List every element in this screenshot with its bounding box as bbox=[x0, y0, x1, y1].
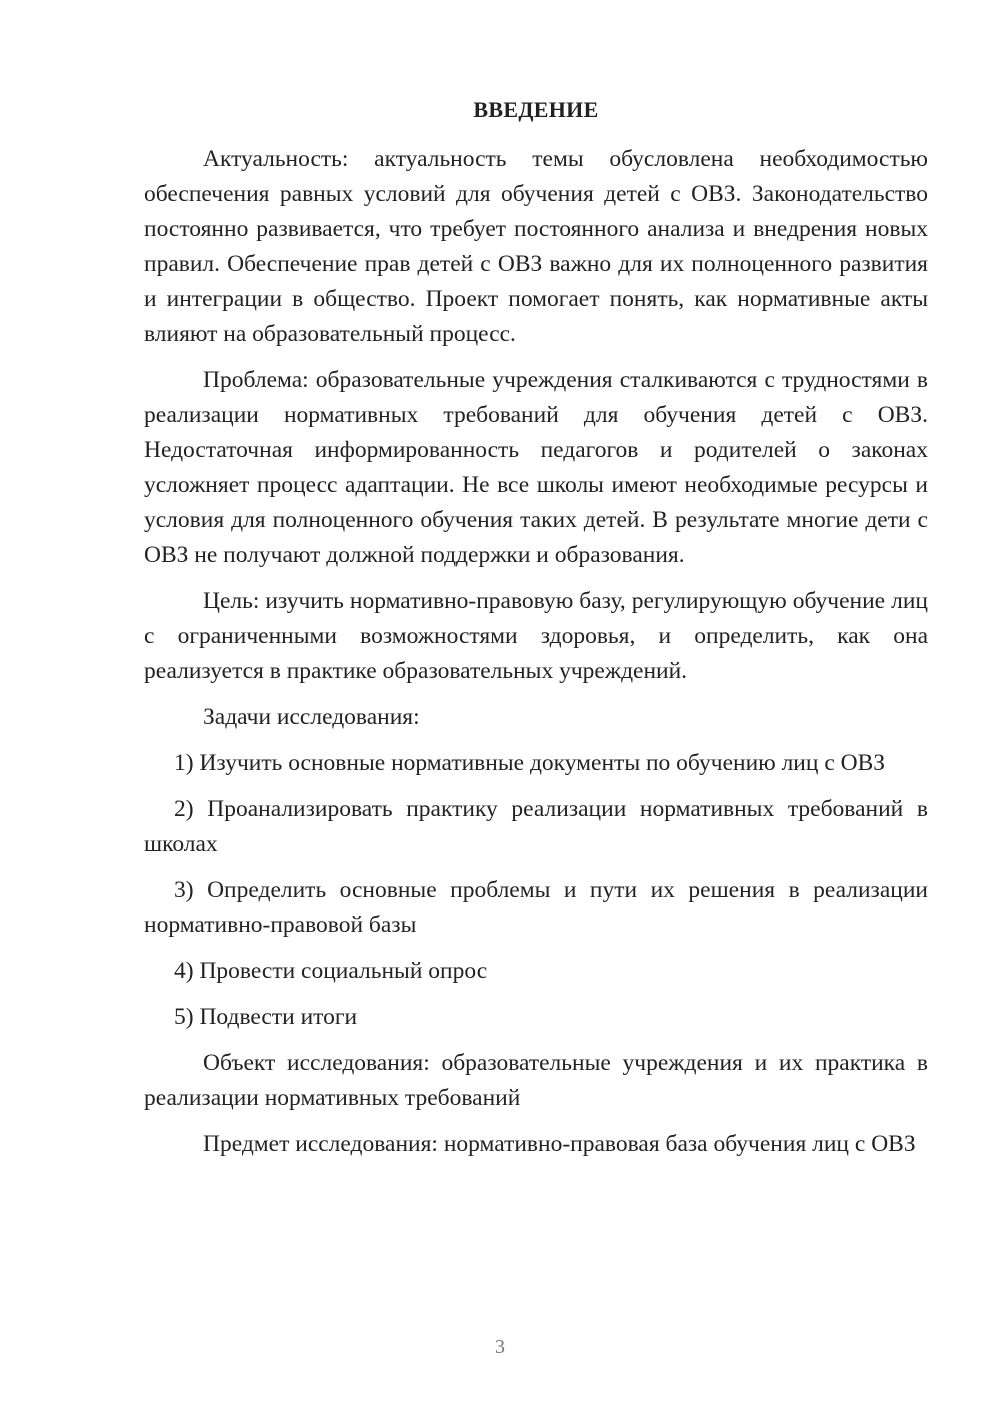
problem-paragraph: Проблема: образовательные учреждения сталкиваются с трудностями в реализации нормативных требований для обучения детей с ОВЗ. Недостаточная информированность педагогов и родителей о законах усложняет процесс адаптации. Не все школы имеют необходимые ресурсы и условия для полноценного обучения таких детей. В результате многие дети с ОВЗ не получают должной поддержки и образования. bbox=[144, 367, 928, 568]
object-paragraph: Объект исследования: образовательные учреждения и их практика в реализации нормативных требований bbox=[144, 1050, 928, 1111]
goal-paragraph: Цель: изучить нормативно-правовую базу, регулирующую обучение лиц с ограниченными возможностями здоровья, и определить, как она реализуется в практике образовательных учреждений. bbox=[144, 588, 928, 684]
list-item: 5) Подвести итоги bbox=[174, 1004, 358, 1030]
list-item: 3) Определить основные проблемы и пути их решения в реализации нормативно-правовой базы bbox=[144, 877, 928, 938]
relevance-paragraph: Актуальность: актуальность темы обусловлена необходимостью обеспечения равных условий для обучения детей с ОВЗ. Законодательство постоянно развивается, что требует постоянного анализа и внедрения новых правил. Обеспечение прав детей с ОВЗ важно для их полноценного развития и интеграции в общество. Проект помогает понять, как нормативные акты влияют на образовательный процесс. bbox=[144, 146, 928, 347]
page-number: 3 bbox=[495, 1336, 505, 1358]
list-item: 1) Изучить основные нормативные документы по обучению лиц с ОВЗ bbox=[174, 750, 886, 776]
page-title: ВВЕДЕНИЕ bbox=[473, 97, 599, 122]
tasks-title: Задачи исследования: bbox=[203, 704, 420, 730]
subject-paragraph: Предмет исследования: нормативно-правовая база обучения лиц с ОВЗ bbox=[203, 1131, 916, 1157]
document-body bbox=[144, 92, 928, 1173]
list-item: 4) Провести социальный опрос bbox=[174, 958, 488, 984]
tasks-list bbox=[144, 746, 928, 1035]
list-item: 2) Проанализировать практику реализации нормативных требований в школах bbox=[144, 796, 928, 857]
